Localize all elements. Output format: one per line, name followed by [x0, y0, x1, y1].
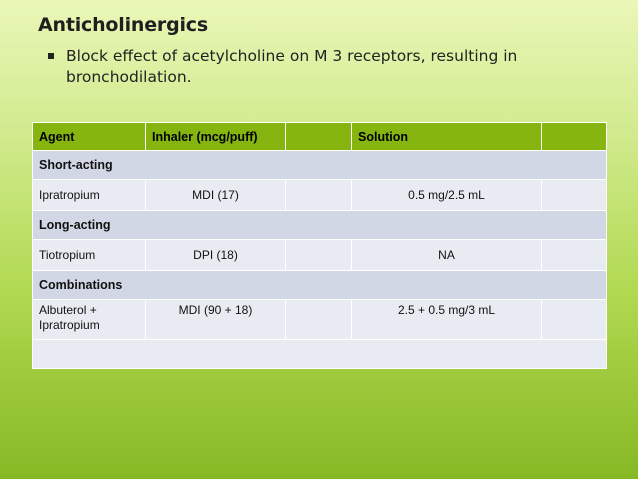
empty-row — [33, 340, 607, 369]
blank-cell — [542, 300, 607, 340]
solution-cell: 2.5 + 0.5 mg/3 mL — [352, 300, 542, 340]
header-agent: Agent — [33, 123, 146, 151]
inhaler-cell: DPI (18) — [146, 240, 286, 271]
agent-cell: Tiotropium — [33, 240, 146, 271]
table-header-row — [33, 123, 607, 151]
group-row-combinations — [33, 271, 607, 300]
bullet-point — [66, 46, 586, 88]
blank-cell — [542, 240, 607, 271]
blank-cell — [286, 240, 352, 271]
inhaler-cell: MDI (90 + 18) — [146, 300, 286, 340]
bullet-text: Block effect of acetylcholine on M 3 receptors, resulting in bronchodilation. — [66, 47, 518, 86]
blank-cell — [286, 180, 352, 211]
group-row-short-acting — [33, 151, 607, 180]
table-row — [33, 300, 607, 340]
solution-cell: NA — [352, 240, 542, 271]
anticholinergics-table — [32, 122, 607, 369]
header-inhaler: Inhaler (mcg/puff) — [146, 123, 286, 151]
empty-cell — [33, 340, 607, 369]
header-blank-1 — [286, 123, 352, 151]
group-label: Long-acting — [33, 211, 607, 240]
agent-cell: Ipratropium — [33, 180, 146, 211]
agent-cell: Albuterol + Ipratropium — [33, 300, 146, 340]
solution-cell: 0.5 mg/2.5 mL — [352, 180, 542, 211]
group-label: Short-acting — [33, 151, 607, 180]
header-solution: Solution — [352, 123, 542, 151]
inhaler-cell: MDI (17) — [146, 180, 286, 211]
table-row — [33, 180, 607, 211]
group-row-long-acting — [33, 211, 607, 240]
blank-cell — [542, 180, 607, 211]
header-blank-2 — [542, 123, 607, 151]
blank-cell — [286, 300, 352, 340]
group-label: Combinations — [33, 271, 607, 300]
slide-title: Anticholinergics — [38, 14, 208, 36]
square-bullet-icon — [48, 53, 54, 59]
table-row — [33, 240, 607, 271]
